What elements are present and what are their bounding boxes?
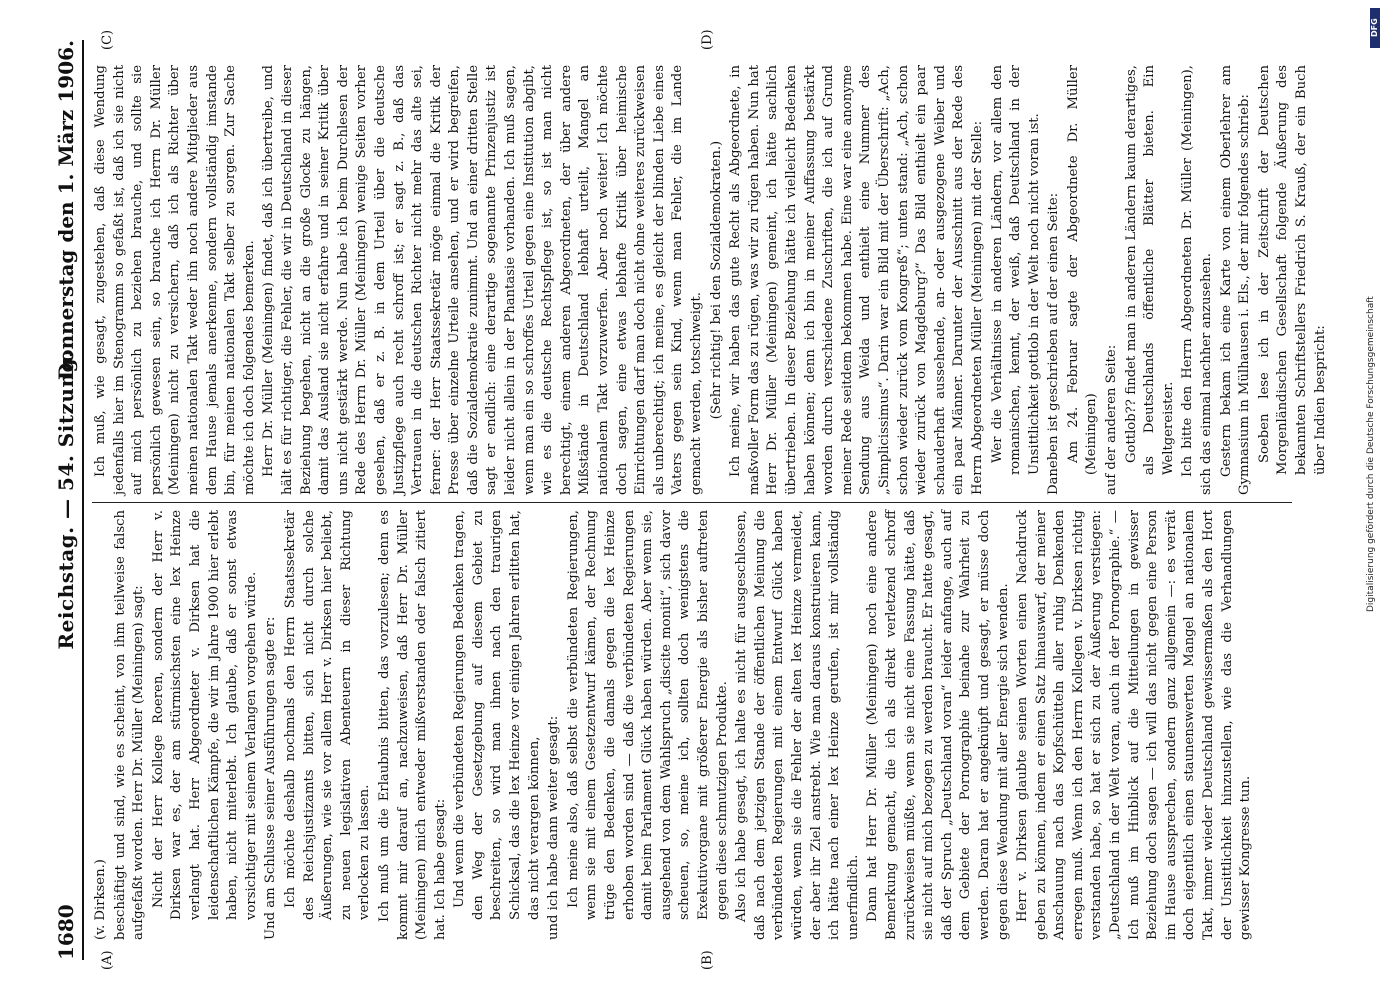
paragraph: Wer die Verhältnisse in anderen Ländern, vor allem den romanischen, kennt, der weiß, daß Deutschland in der Unsittlichkeit gottlob in der Welt noch nicht voran ist.: [989, 65, 1042, 475]
dfg-logo: DFG: [1370, 8, 1380, 48]
paragraph: Und wenn die verbündeten Regierungen Bedenken tragen, den Weg der Gesetzgebung auf diesem Gebiet zu beschreiten, so wird man ihnen nach den traurigen Schicksal, das die lex Heinze vor einigen Jahren erlitten hat, das nicht verargen können,: [452, 510, 542, 920]
paragraph: beschäftigt und sind, wie es scheint, von ihm teilweise falsch aufgefaßt worden. Herr Dr. Müller (Meiningen) sagt:: [112, 510, 147, 940]
paragraph: Ich muß um die Erlaubnis bitten, das vorzulesen; denn es kommt mir darauf an, nachzuweisen, daß Herr Dr. Müller (Meiningen) mich entweder mißverstanden oder falsch zitiert hat. Ich habe gesagt:: [376, 510, 448, 940]
paragraph: Gottlob?? findet man in anderen Ländern kaum derartiges, als Deutschlands öffentliche Blätter bieten. Ein Weltgereister.: [1123, 65, 1176, 475]
paragraph: Daneben ist geschrieben auf der einen Seite:: [1046, 192, 1062, 495]
paragraph: Und am Schlusse seiner Ausführungen sagte er:: [263, 616, 279, 940]
paragraph: Herr Dr. Müller (Meiningen) findet, daß ich übertreibe, und hält es für richtiger, die Fehler, die wir in Deutschland in dieser Beziehung begehen, nicht an die große Glocke zu hängen, damit das Ausland sie nicht erfahre und in seiner Kritik über uns nicht gestärkt werde. Nun habe ich beim Durchlesen der Rede des Herrn Dr. Müller (Meiningen) wenige Seiten vorher gesehen, daß er z. B. in dem Urteil über die deutsche Justizpflege auch recht schroff ist; er sagt z. B., daß das Vertrauen in die deutschen Richter nicht mehr das alte sei, ferner: der Herr Staatssekretär möge einmal die Kritik der Presse über einzelne Urteile ansehen, und er wird begreifen, daß die Sozialdemokratie zunimmt. Und an einer dritten Stelle sagt er endlich: eine derartige sogenannte Prinzenjustiz ist leider nicht allein in der Phantasie vorhanden. Ich muß sagen, wenn man ein so schroffes Urteil gegen eine Institution abgibt, wie es die deutsche Rechtspflege ist, so ist man nicht berechtigt, einem anderen Abgeordneten, der über andere Mißstände in Deutschland lebhaft urteilt, Mangel an nationalem Takt vorzuwerfen. Aber noch weiter! Ich möchte doch sagen, eine etwas lebhafte Kritik über heimische Einrichtungen darf man doch nicht ohne weiteres zurückweisen als unberechtigt; ich meine, es gleicht der blinden Liebe eines Vaters gegen sein Kind, wenn man Fehler, die im Lande gemacht werden, totschweigt.: [261, 65, 704, 495]
margin-marker-d: (D): [700, 29, 715, 50]
paragraph: Also ich habe gesagt, ich halte es nicht für ausgeschlossen, daß nach dem jetzigen Stande der öffentlichen Meinung die verbündeten Regierungen mit einem Entwurf Glück haben würden, wenn sie die Fehler der alten lex Heinze vermeidet, der aber ihr Ziel anstrebt. Wie man daraus konstruieren kann, ich hätte nach einer lex Heinze gerufen, ist mir vollständig unerfindlich.: [734, 510, 861, 940]
paragraph: Gestern bekam ich eine Karte von einem Oberlehrer am Gymnasium in Mülhausen i. Els., der mir folgendes schrieb:: [1218, 65, 1253, 495]
session-title: Reichstag. — 54. Sitzung.: [54, 350, 78, 650]
paragraph: (v. Dirksen.): [93, 859, 108, 940]
paragraph: Herr v. Dirksen glaubte seinen Worten einen Nachdruck geben zu können, indem er einen Satz hinauswarf, der meiner Anschauung nach das Kopfschütteln aller ruhig Denkenden erregen muß. Wenn ich den Herrn Kollegen v. Dirksen richtig verstanden habe, so hat er sich zu der Äußerung verstiegen: „Deutschland in der Welt voran, auch in der Pornographie.“ — Ich muß im Hinblick auf die Mitteilungen in gewisser Beziehung doch sagen — ich will das nicht gegen eine Person im Hause aussprechen, sondern ganz allgemein —: es verrät doch eigentlich einen staunenswerten Mangel an nationalem Takt, immer wieder Deutschland gewissermaßen als den Hort der Unsittlichkeit hinzustellen, wie das die Verhandlungen gewisser Kongresse tun.: [1015, 510, 1254, 940]
page-number: 1680: [54, 904, 78, 960]
right-text-column: [92, 65, 1328, 495]
paragraph: Ich meine also, daß selbst die verbündeten Regierungen, wenn sie mit einem Gesetzentwurf kämen, der Rechnung trüge den Bedenken, die damals gegen die lex Heinze erhoben worden sind — daß die verbündeten Regierungen damit beim Parlament Glück haben würden. Aber wenn sie, ausgehend von dem Wahlspruch „discite moniti“, sich davor scheuen, so, meine ich, sollten doch wenigstens die Exekutivorgane mit größerer Energie als bisher auftreten gegen diese schmutzigen Produkte.: [565, 510, 730, 920]
paragraph: Ich muß, wie gesagt, zugestehen, daß diese Wendung jedenfalls hier im Stenogramm so gefaßt ist, daß ich sie nicht auf mich persönlich zu beziehen brauche, und sollte sie persönlich gewesen sein, so brauche ich Herrn Dr. Müller (Meiningen) nicht zu versichern, daß ich als Richter über meinen nationalen Takt weder ihn noch andere Mitglieder aus dem Hause jemals anerkenne, sondern vollständig imstande bin, für meinen nationalen Takt selber zu sorgen. Zur Sache möchte ich doch folgendes bemerken.: [93, 65, 257, 495]
margin-marker-a: (A): [100, 950, 115, 970]
paragraph: Nicht der Herr Kollege Roeren, sondern der Herr v. Dirksen war es, der am stürmischsten eine lex Heinze verlangt hat. Herr Abgeordneter v. Dirksen hat die leidenschaftlichen Kämpfe, die wir im Jahre 1900 hier erlebt haben, nicht miterlebt. Ich glaube, daß er sonst etwas vorsichtiger mit seinem Verlangen vorgehen würde.: [150, 510, 259, 920]
column-divider: [92, 502, 1292, 503]
paragraph: und ich habe dann weiter gesagt:: [546, 715, 562, 940]
page-header: [50, 40, 84, 960]
paragraph: Soeben lese ich in der Zeitschrift der Deutschen Morgenländischen Gesellschaft folgende Äußerung des bekannten Schriftstellers Friedrich S. Krauß, der ein Buch über Indien bespricht:: [1256, 65, 1328, 475]
paragraph: (Sehr richtig! bei den Sozialdemokraten.): [708, 140, 724, 420]
digitization-note: Digitalisierung gefördert durch die Deutsche Forschungsgemeinschaft: [1366, 296, 1376, 612]
margin-marker-b: (B): [700, 950, 715, 970]
paragraph: Ich bitte den Herrn Abgeordneten Dr. Müller (Meiningen), sich das einmal nachher anzusehen.: [1180, 65, 1215, 495]
paragraph: Ich möchte deshalb nochmals den Herrn Staatssekretär des Reichsjustizamts bitten, sich nicht durch solche Äußerungen, wie sie vor allem Herr v. Dirksen hier beliebt, zu neuen legislativen Abenteuern in dieser Richtung verlocken zu lassen.: [282, 510, 373, 920]
margin-marker-c: (C): [100, 29, 115, 50]
session-date: Donnerstag den 1. März 1906.: [54, 40, 78, 381]
paragraph: Dann hat Herr Dr. Müller (Meiningen) noch eine andere Bemerkung gemacht, die ich als direkt verletzend schroff zurückweisen müßte, wenn sie nicht eine Fassung hätte, daß sie nicht auf mich bezogen zu werden braucht. Er hatte gesagt, daß der Spruch „Deutschland voran“ leider anfange, auch auf dem Gebiete der Pornographie beinahe zur Wahrheit zu werden. Daran hat er angeknüpft und gesagt, er müsse doch gegen diese Wendung mit aller Energie sich wenden.: [865, 510, 1011, 940]
left-text-column: [92, 510, 1302, 940]
paragraph: auf der anderen Seite:: [1104, 344, 1120, 495]
paragraph: Am 24. Februar sagte der Abgeordnete Dr. Müller (Meiningen): [1065, 65, 1100, 475]
paragraph: Ich meine, wir haben das gute Recht als Abgeordnete, in maßvoller Form das zu rügen, was wir zu rügen haben. Nun hat Herr Dr. Müller (Meiningen) gemeint, ich hätte sachlich übertrieben. In dieser Beziehung hätte ich vielleicht Bedenken haben können; denn ich bin in meiner Auffassung bestärkt worden durch verschiedene Zuschriften, die ich auf Grund meiner Rede seitdem bekommen habe. Eine war eine anonyme Sendung aus Weida und enthielt eine Nummer des „Simplicissimus“. Darin war ein Bild mit der Überschrift: „Ach, schon wieder zurück vom Kongreß“; unten stand: „Ach, schon wieder zurück von Magdeburg?“ Das Bild enthielt ein paar schauderhaft aussehende, an- oder ausgezogene Weiber und ein paar Männer. Darunter der Ausschnitt aus der Rede des Herrn Abgeordneten Müller (Meiningen) mit der Stelle:: [728, 65, 985, 495]
